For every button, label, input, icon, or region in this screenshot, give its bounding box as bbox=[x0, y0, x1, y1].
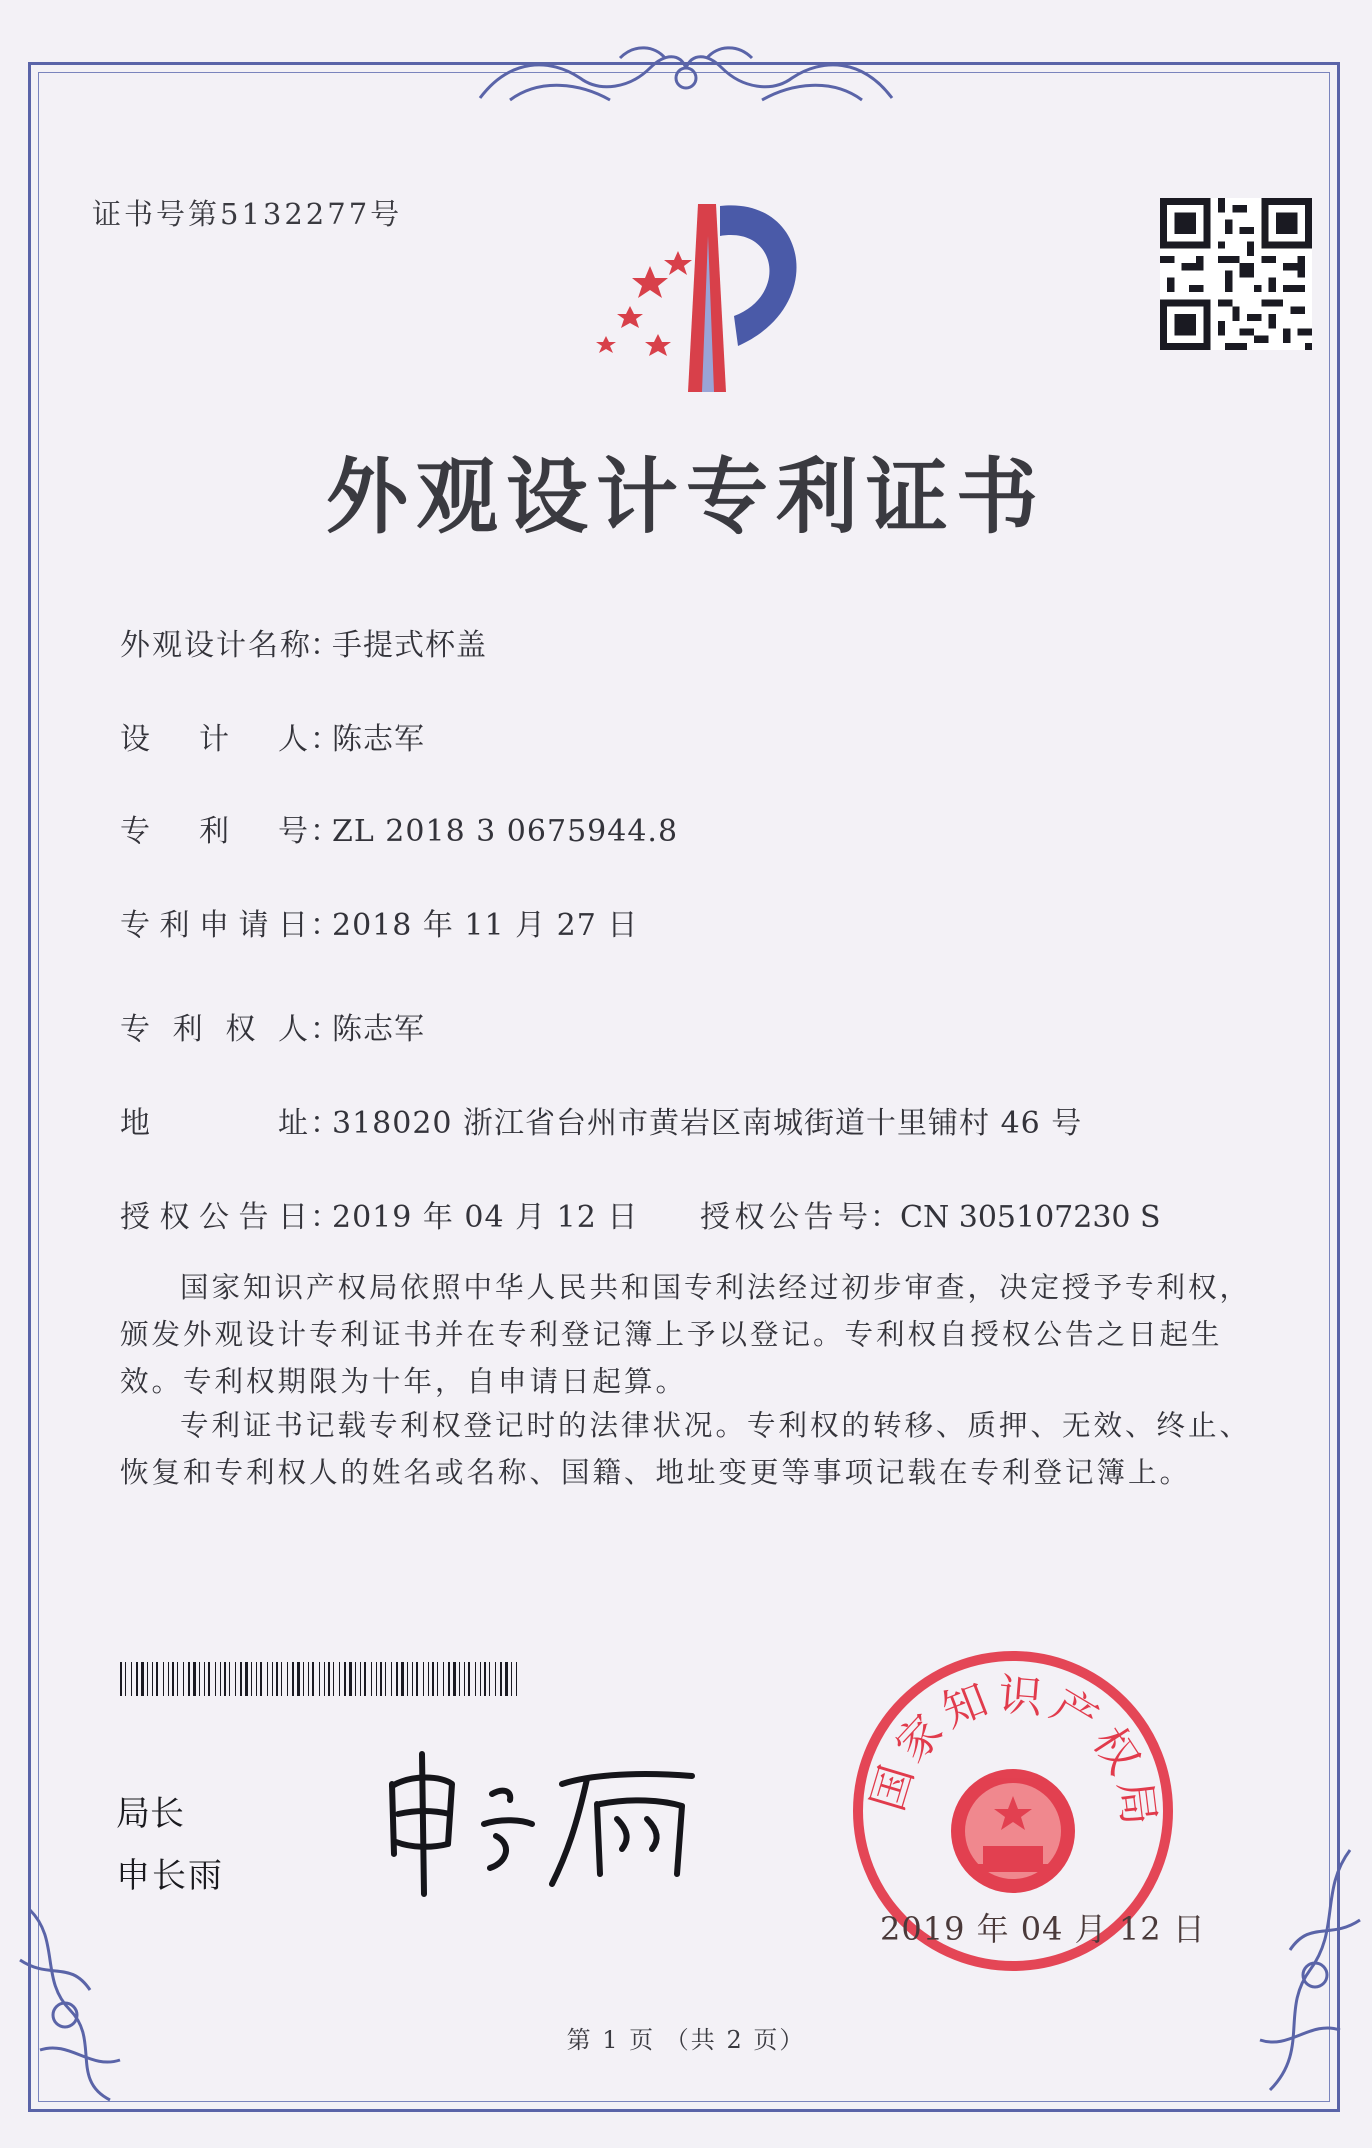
seal-text: 国家知识产权局 bbox=[862, 1669, 1165, 1834]
address-value: 318020 浙江省台州市黄岩区南城街道十里铺村 46 号 bbox=[332, 1106, 1083, 1141]
field-address: 地址：318020 浙江省台州市黄岩区南城街道十里铺村 46 号 bbox=[120, 1098, 1082, 1142]
grant-number-value: CN 305107230 S bbox=[900, 1200, 1161, 1235]
certificate-title: 外观设计专利证书 bbox=[325, 449, 1046, 545]
director-signature bbox=[372, 1744, 712, 1904]
national-emblem-icon bbox=[951, 1769, 1075, 1893]
statement-paragraph-2: 专利证书记载专利权登记时的法律状况。专利权的转移、质押、无效、终止、恢复和专利权人的姓名或名称、国籍、地址变更等事项记载在专利登记簿上。 bbox=[120, 1409, 1252, 1489]
cnipa-logo bbox=[588, 196, 824, 392]
field-patent-number: 专利号：ZL 2018 3 0675944.8 bbox=[120, 806, 678, 850]
field-patentee: 专利权人：陈志军 bbox=[120, 1004, 425, 1048]
page-number: 第 1 页 （共 2 页） bbox=[566, 2026, 806, 2054]
field-application-date: 专利申请日：2018 年 11 月 27 日 bbox=[120, 900, 638, 944]
qr-code-icon bbox=[1160, 198, 1312, 350]
designer-label: 设计人 bbox=[120, 722, 310, 757]
top-ornament bbox=[470, 38, 902, 118]
field-grant-date: 授权公告日：2019 年 04 月 12 日 bbox=[120, 1192, 638, 1236]
seal-date: 2019 年 04 月 12 日 bbox=[880, 1910, 1206, 1948]
design-name-value: 手提式杯盖 bbox=[332, 628, 487, 663]
field-design-name: 外观设计名称：手提式杯盖 bbox=[120, 620, 487, 664]
application-date-label: 专利申请日 bbox=[120, 908, 310, 943]
grant-date-label: 授权公告日 bbox=[120, 1200, 310, 1235]
designer-value: 陈志军 bbox=[332, 722, 425, 757]
field-grant-number: 授权公告号：CN 305107230 S bbox=[700, 1192, 1161, 1236]
patentee-label: 专利权人 bbox=[120, 1012, 310, 1047]
director-name: 申长雨 bbox=[116, 1856, 224, 1896]
statement-paragraph-1: 国家知识产权局依照中华人民共和国专利法经过初步审查，决定授予专利权，颁发外观设计专利证书并在专利登记簿上予以登记。专利权自授权公告之日起生效。专利权期限为十年，自申请日起算。 bbox=[120, 1271, 1252, 1398]
address-label: 地址 bbox=[120, 1106, 310, 1141]
barcode bbox=[120, 1662, 518, 1696]
patent-number-value: ZL 2018 3 0675944.8 bbox=[332, 814, 679, 849]
field-designer: 设计人：陈志军 bbox=[120, 714, 425, 758]
patentee-value: 陈志军 bbox=[332, 1012, 425, 1047]
design-name-label: 外观设计名称 bbox=[120, 628, 312, 663]
patent-number-label: 专利号 bbox=[120, 814, 310, 849]
director-title: 局长 bbox=[116, 1794, 184, 1834]
certificate-number: 证书号第5132277号 bbox=[92, 197, 403, 231]
bottom-left-ornament bbox=[10, 1900, 150, 2120]
grant-number-label: 授权公告号 bbox=[700, 1200, 870, 1235]
application-date-value: 2018 年 11 月 27 日 bbox=[332, 908, 639, 943]
grant-date-value: 2019 年 04 月 12 日 bbox=[332, 1200, 639, 1235]
bottom-right-ornament bbox=[1230, 1840, 1370, 2120]
